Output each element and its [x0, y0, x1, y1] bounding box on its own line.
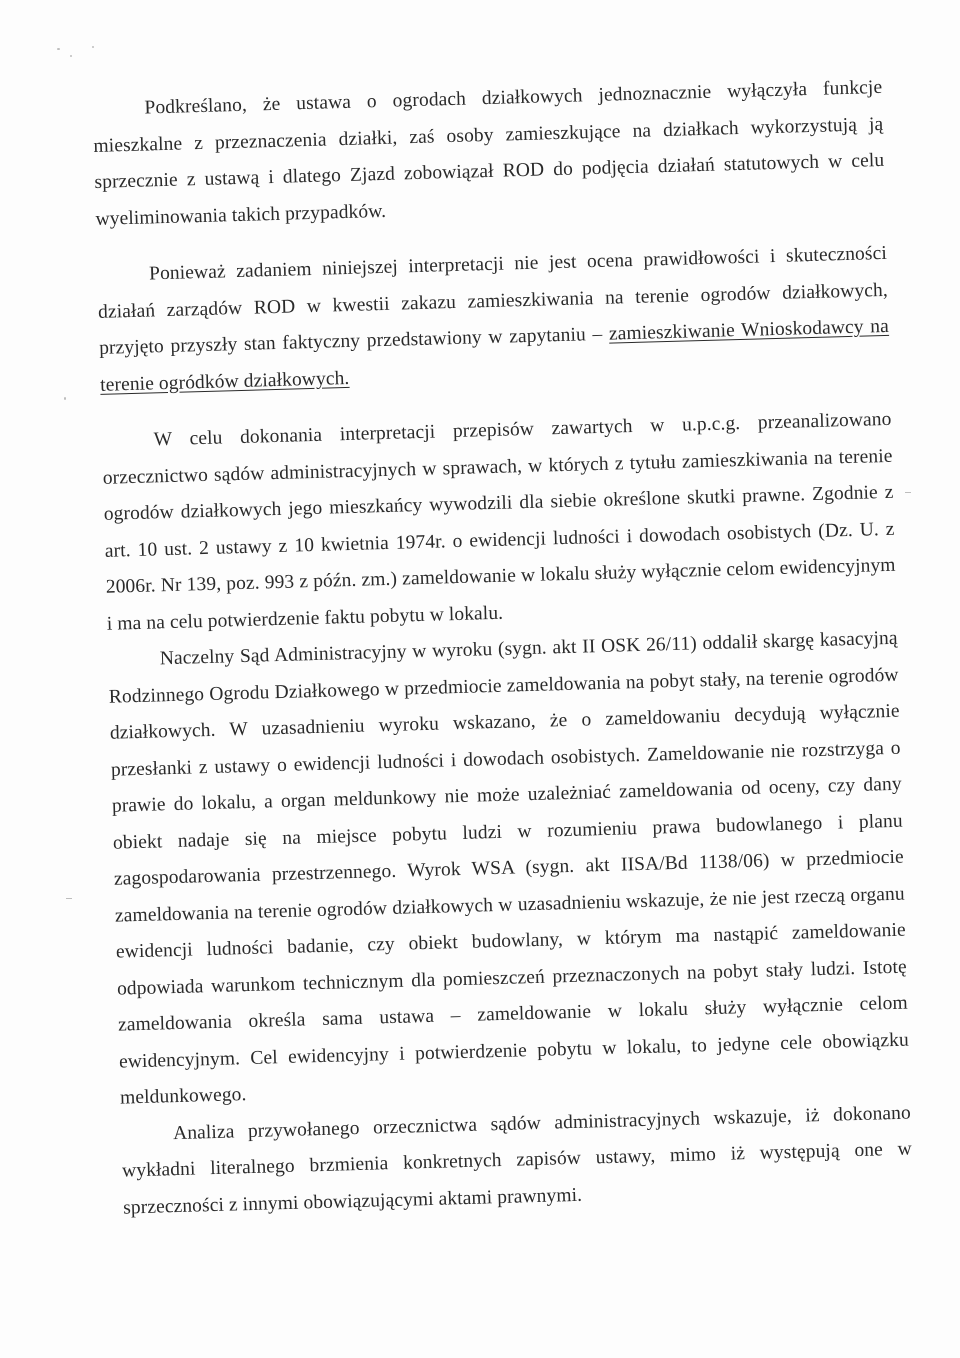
- scan-speck: [92, 46, 94, 48]
- paragraph: Naczelny Sąd Administracyjny w wyroku (sygn. akt II OSK 26/11) oddalił skargę kasacyjną Rodzinnego Ogrodu Działkowego w przedmiocie zameldowania na pobyt stały, na terenie ogrodów działkowych. W uzasadnieniu wyroku wskazano, że o zameldowaniu decydują wyłącznie przesłanki z ustawy o ewidencji ludności i dowodach osobistych. Zameldowanie nie rozstrzyga o prawie do lokalu, a organ meldunkowy nie może uzależniać zameldowania od oceny, czy dany obiekt nadaje się na miejsce pobytu ludzi w rozumieniu prawa budowlanego i planu zagospodarowania przestrzennego. Wyrok WSA (sygn. akt IISA/Bd 1138/06) w przedmiocie zameldowania na terenie ogrodów działkowych w uzasadnieniu wskazuje, że nie jest rzeczą organu ewidencji ludności badanie, czy obiekt budowlany, w którym ma nastąpić zameldowanie odpowiada warunkom technicznym dla pomieszczeń przeznaczonych na pobyt stały ludzi. Istotę zameldowania określa sama ustawa – zameldowanie w lokalu służy wyłącznie celom ewidencyjnym. Cel ewidencyjny i potwierdzenie pobytu w lokalu, to jedyne cele obowiązku meldunkowego.: [108, 627, 910, 1109]
- scan-speck: [66, 898, 72, 899]
- document-body: [92, 70, 913, 1227]
- paragraph: W celu dokonania interpretacji przepisów zawartych w u.p.c.g. przeanalizowano orzecznictwo sądów administracyjnych w sprawach, w których z tytułu zamieszkiwania na terenie ogrodów działkowych jego mieszkańcy wywodzili dla siebie określone skutki prawne. Zgodnie z art. 10 ust. 2 ustawy z 10 kwietnia 1974r. o ewidencji ludności i dowodach osobistych (Dz. U. z 2006r. Nr 139, poz. 993 z późn. zm.) zameldowanie w lokalu służy wyłącznie celom ewidencyjnym i ma na celu potwierdzenie faktu pobytu w lokalu.: [102, 408, 896, 635]
- paragraph: [97, 236, 891, 404]
- paragraph: Analiza przywołanego orzecznictwa sądów administracyjnych wskazuje, iż dokonano wykładni literalnego brzmienia konkretnych zapisów ustawy, mimo iż występują one w sprzeczności z innymi obowiązującymi aktami prawnymi.: [121, 1102, 913, 1219]
- scan-speck: [57, 48, 60, 50]
- paragraph: Podkreślano, że ustawa o ogrodach działkowych jednoznacznie wyłączyła funkcje mieszkalne z przeznaczenia działki, zaś osoby zamieszkujące na działkach wykorzystują ją sprzecznie z ustawą i dlatego Zjazd zobowiązał ROD do podjęcia działań statutowych w celu wyeliminowania takich przypadków.: [93, 76, 885, 230]
- underlined-phrase: zamieszkiwanie Wnioskodawcy na terenie ogródków działkowych.: [99, 315, 890, 396]
- paragraph-text: Ponieważ zadaniem niniejszej interpretacji nie jest ocena prawidłowości i skuteczności działań zarządów ROD w kwestii zakazu zamieszkiwania na terenie ogrodów działkowych, przyjęto przyszły stan faktyczny przedstawiony w zapytaniu –: [97, 242, 889, 359]
- scan-speck: [905, 492, 911, 493]
- scan-speck: [64, 397, 66, 400]
- scan-speck: [70, 55, 72, 57]
